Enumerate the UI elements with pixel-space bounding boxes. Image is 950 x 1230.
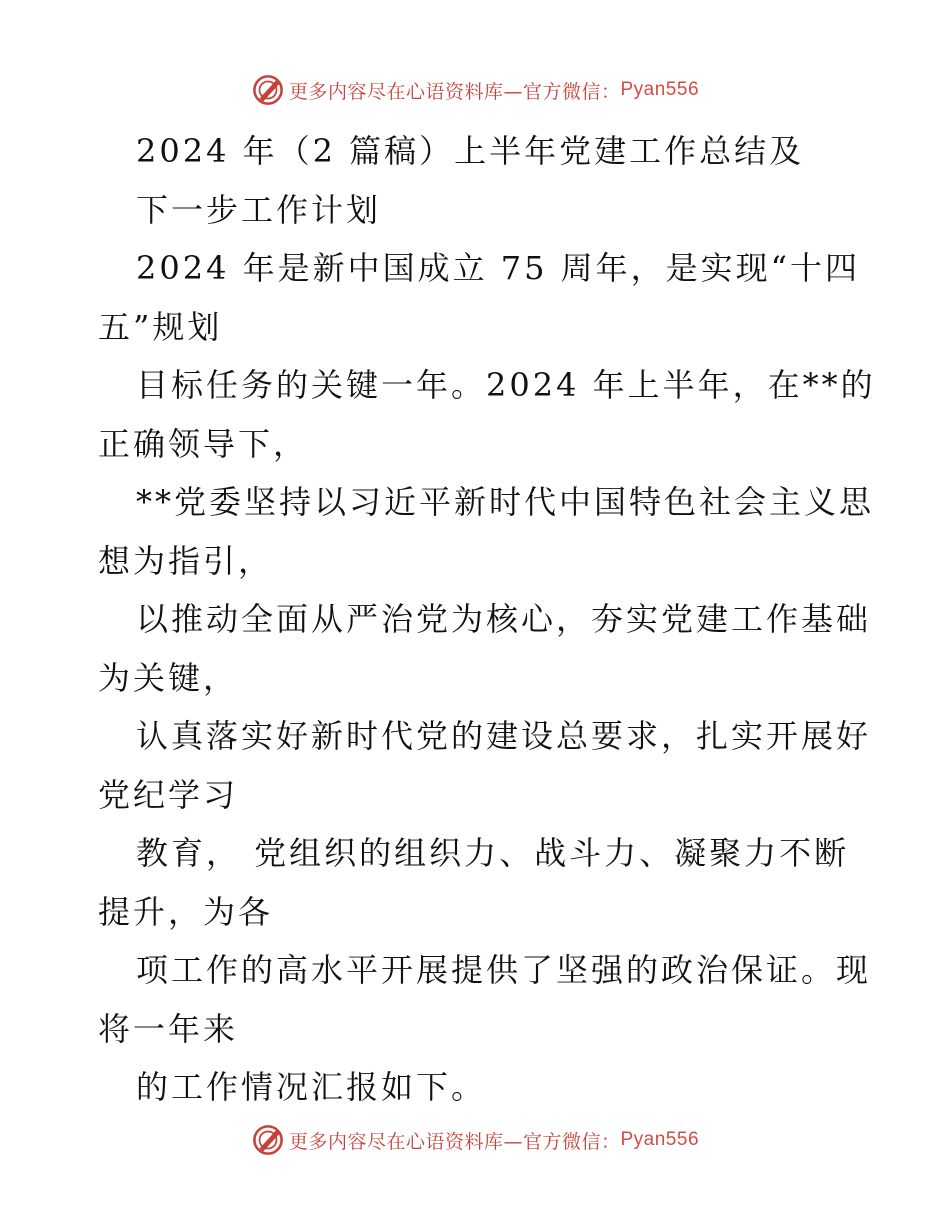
pen-logo-icon [251,73,285,107]
pen-logo-icon [251,1123,285,1157]
paragraph-line: 2024 年是新中国成立 75 周年，是实现“十四 [136,249,861,287]
paragraph-line: 将一年来 [98,1009,239,1048]
banner-handle: Pyan556 [620,79,700,100]
banner-handle: Pyan556 [620,1129,700,1150]
paragraph-line: 教育， 党组织的组织力、战斗力、凝聚力不断 [136,834,850,872]
paragraph-line: **党委坚持以习近平新时代中国特色社会主义思 [136,483,875,521]
paragraph-line: 五”规划 [98,307,223,346]
title-line-2: 下一步工作计划 [136,190,382,229]
paragraph-line: 为关键， [98,658,239,697]
banner-text: 更多内容尽在心语资料库—官方微信： [288,80,621,103]
paragraph-line: 以推动全面从严治党为核心，夯实党建工作基础 [136,600,872,638]
footer-watermark-banner [0,1120,950,1160]
paragraph-line: 的工作情况汇报如下。 [136,1068,487,1106]
paragraph-line: 项工作的高水平开展提供了坚强的政治保证。现 [136,951,872,989]
paragraph-line: 认真落实好新时代党的建设总要求，扎实开展好 [136,717,872,755]
paragraph-line: 目标任务的关键一年。2024 年上半年，在**的 [136,366,876,404]
paragraph-line: 想为指引， [98,541,274,580]
paragraph-line: 提升，为各 [98,892,274,931]
paragraph-line: 正确领导下， [98,424,309,463]
banner-text: 更多内容尽在心语资料库—官方微信： [288,1130,621,1153]
document-body [98,122,876,1117]
title-line-1: 2024 年（2 篇稿）上半年党建工作总结及 [136,132,805,170]
header-watermark-banner [0,70,950,110]
paragraph-line: 党纪学习 [98,775,239,814]
